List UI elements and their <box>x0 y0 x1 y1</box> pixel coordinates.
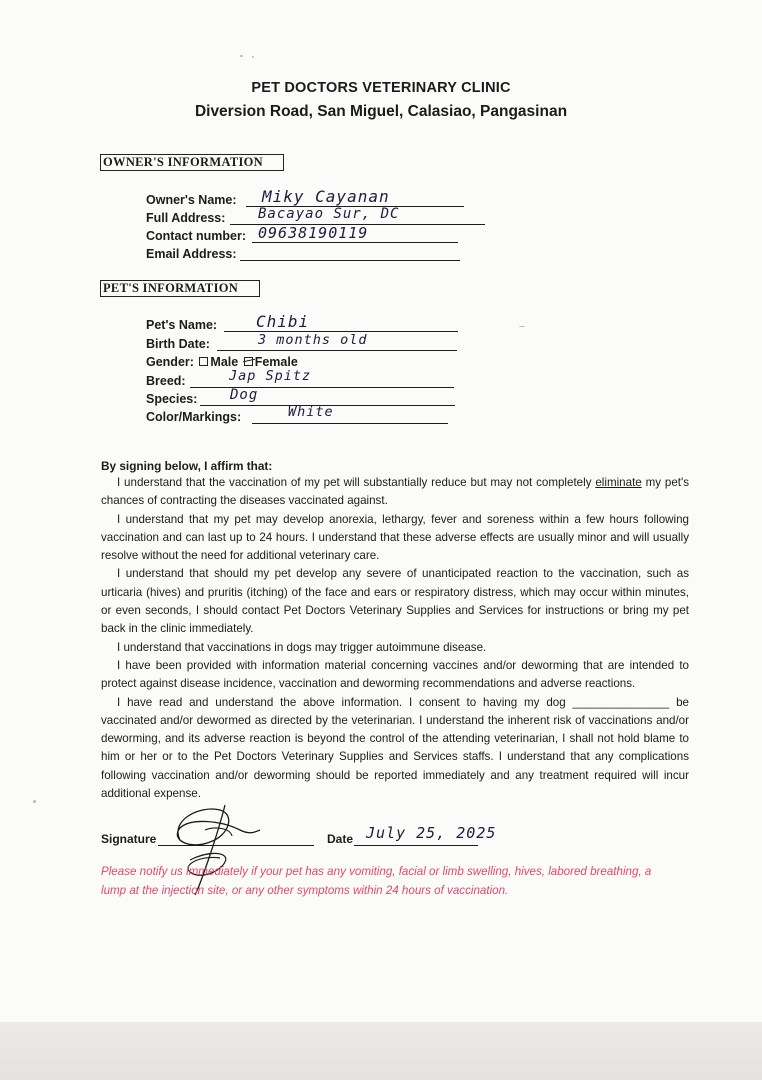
email-address-line <box>240 260 460 261</box>
birth-date-line <box>217 350 457 351</box>
consent-paragraph <box>101 474 689 511</box>
gender-row <box>146 355 298 369</box>
clinic-name: PET DOCTORS VETERINARY CLINIC <box>251 80 511 96</box>
scan-bottom-edge <box>0 1022 762 1080</box>
color-markings-label: Color/Markings: <box>146 410 242 424</box>
owner-name-label: Owner's Name: <box>146 193 237 207</box>
consent-text-span: be vaccinated and/or dewormed as directed by the veterinarian. I understand the inherent risk of vaccinations and/or deworming, and its adverse reaction is beyond the control of the attending veterinarian, I shall not hold blame to him or her or to the Pet Doctors Veterinary Supplies and Services staffs. I understand that any complications following vaccination and/or deworming should be reported immediately and any treatment required will incur additional expense. <box>101 695 689 801</box>
scan-speck <box>240 55 243 57</box>
consent-text <box>101 474 689 803</box>
consent-paragraph: I understand that my pet may develop anorexia, lethargy, fever and soreness within a few hours following vaccination and can last up to 24 hours. I understand that these adverse effects are usually minor and will usually resolve without the need for additional veterinary care. <box>101 512 689 563</box>
consent-text-span: I understand that the vaccination of my pet will substantially reduce but may not completely <box>117 476 596 489</box>
owner-section-title: OWNER'S INFORMATION <box>100 154 284 171</box>
date-line <box>354 845 478 846</box>
date-label: Date <box>327 832 354 846</box>
female-option-label: Female <box>254 355 298 369</box>
contact-number-label: Contact number: <box>146 229 246 243</box>
species-value[interactable]: Dog <box>230 387 259 403</box>
owner-name-value[interactable]: Miky Cayanan <box>262 187 390 206</box>
full-address-label: Full Address: <box>146 211 226 225</box>
consent-text-span: I have read and understand the above information. I consent to having my dog <box>117 695 573 709</box>
affirm-heading: By signing below, I affirm that: <box>101 459 273 473</box>
consent-paragraph: I understand that should my pet develop any severe of unanticipated reaction to the vaccination, such as urticaria (hives) and pruritis (itching) of the face and ears or respiratory distress, which may occur within minutes, or even seconds, I should contact Pet Doctors Veterinary Supplies and Services for instructions or bring my pet back in the clinic immediately. <box>101 567 689 636</box>
dog-name-blank[interactable]: _______________ <box>572 695 670 709</box>
post-vaccination-notice: Please notify us immediately if your pet has any vomiting, facial or limb swelling, hives, labored breathing, a lump at the injection site, or any other symptoms within 24 hours of vaccination. <box>101 865 652 897</box>
date-value[interactable]: July 25, 2025 <box>366 824 497 842</box>
contact-number-value[interactable]: 09638190119 <box>258 224 369 242</box>
scan-speck <box>519 326 525 327</box>
female-checkbox[interactable] <box>244 357 253 366</box>
male-option-label: Male <box>210 355 239 369</box>
color-markings-line <box>252 423 448 424</box>
clinic-address: Diversion Road, San Miguel, Calasiao, Pangasinan <box>194 103 568 120</box>
consent-paragraph: I have been provided with information material concerning vaccines and/or deworming that are intended to protect against disease incidence, vaccination and deworming recommendations and adverse reactions. <box>101 658 689 691</box>
consent-underlined-word: eliminate <box>595 476 642 489</box>
breed-value[interactable]: Jap Spitz <box>229 368 312 384</box>
pet-name-label: Pet's Name: <box>146 318 218 332</box>
color-markings-value[interactable]: White <box>288 404 334 420</box>
species-label: Species: <box>146 392 198 406</box>
pet-section-title: PET'S INFORMATION <box>100 280 260 297</box>
birth-date-value[interactable]: 3 months old <box>258 332 368 348</box>
scan-speck <box>33 800 36 803</box>
breed-label: Breed: <box>146 374 186 388</box>
scan-speck <box>252 56 254 58</box>
consent-paragraph: I understand that vaccinations in dogs may trigger autoimmune disease. <box>117 640 487 654</box>
gender-label: Gender: <box>146 355 194 369</box>
full-address-value[interactable]: Bacayao Sur, DC <box>258 206 400 222</box>
consent-text-span: my pet's chances of contracting the diseases vaccinated against. <box>101 476 689 508</box>
signature-label: Signature <box>101 832 157 846</box>
email-address-label: Email Address: <box>146 247 237 261</box>
consent-paragraph <box>101 694 689 804</box>
pet-name-value[interactable]: Chibi <box>256 312 310 331</box>
male-checkbox[interactable] <box>199 357 208 366</box>
birth-date-label: Birth Date: <box>146 337 210 351</box>
contact-number-line <box>252 242 458 243</box>
check-mark-icon <box>243 359 255 362</box>
